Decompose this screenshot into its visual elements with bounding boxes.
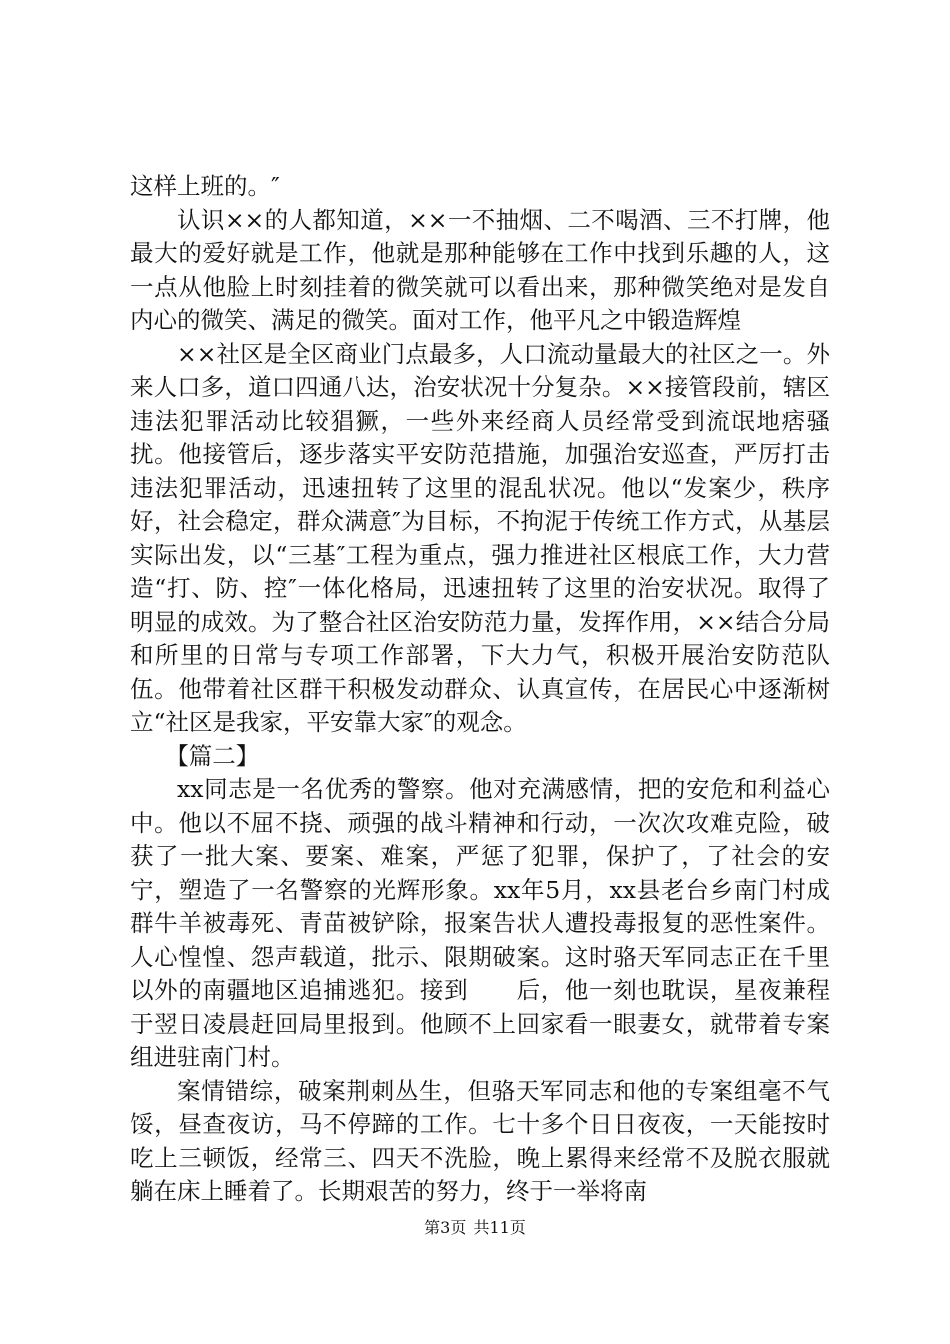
document-body xyxy=(130,170,830,1209)
paragraph-community: ××社区是全区商业门点最多，人口流动量最大的社区之一。外来人口多，道口四通八达，治安状况十分复杂。××接管段前，辖区违法犯罪活动比较猖獗，一些外来经商人员经常受到流氓地痞骚扰。他接管后，逐步落实平安防范措施，加强治安巡查，严厉打击违法犯罪活动，迅速扭转了这里的混乱状况。他以“发案少，秩序好，社会稳定，群众满意″为目标，不拘泥于传统工作方式，从基层实际出发，以“三基″工程为重点，强力推进社区根底工作，大力营造“打、防、控″一体化格局，迅速扭转了这里的治安状况。取得了明显的成效。为了整合社区治安防范力量，发挥作用，××结合分局和所里的日常与专项工作部署，下大力气，积极开展治安防范队伍。他带着社区群干积极发动群众、认真宣传，在居民心中逐渐树立“社区是我家，平安靠大家″的观念。 xyxy=(130,339,830,736)
page-total: 共11页 xyxy=(473,1218,526,1237)
paragraph-hobby: 认识××的人都知道，××一不抽烟、二不喝酒、三不打牌，他最大的爱好就是工作，他就是那种能够在工作中找到乐趣的人，这一点从他脸上时刻挂着的微笑就可以看出来，那种微笑绝对是发自内心的微笑、满足的微笑。面对工作，他平凡之中锻造辉煌 xyxy=(130,205,830,334)
page-footer xyxy=(0,1215,950,1238)
paragraph-case: 案情错综，破案荆刺丛生，但骆天军同志和他的专案组毫不气馁，昼查夜访，马不停蹄的工作。七十多个日日夜夜，一天能按时吃上三顿饭，经常三、四天不洗脸，晚上累得来经常不及脱衣服就躺在床上睡着了。长期艰苦的努力，终于一举将南 xyxy=(130,1076,830,1205)
paragraph-continuation: 这样上班的。″ xyxy=(130,172,280,200)
page-number: 第3页 xyxy=(424,1218,467,1237)
paragraph-officer: xx同志是一名优秀的警察。他对充满感情，把的安危和利益心中。他以不屈不挠、顽强的战斗精神和行动，一次次攻难克险，破获了一批大案、要案、难案，严惩了犯罪，保护了，了社会的安宁，塑造了一名警察的光辉形象。xx年5月，xx县老台乡南门村成群牛羊被毒死、青苗被铲除，报案告状人遭投毒报复的恶性案件。人心惶惶、怨声载道，批示、限期破案。这时骆天军同志正在千里以外的南疆地区追捕逃犯。接到 后，他一刻也耽误，星夜兼程于翌日凌晨赶回局里报到。他顾不上回家看一眼妻女，就带着专案组进驻南门村。 xyxy=(130,775,830,1071)
section-heading: 【篇二】 xyxy=(165,741,260,770)
